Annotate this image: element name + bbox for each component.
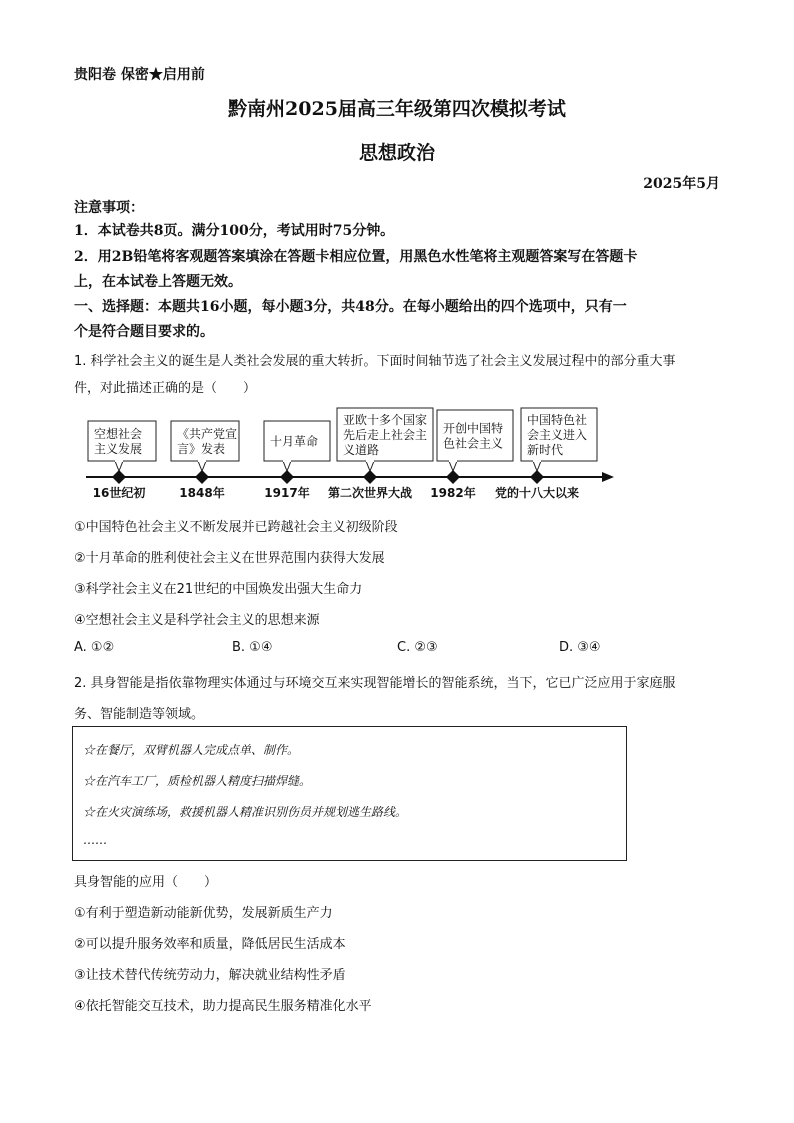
timeline-pointer xyxy=(449,461,457,471)
notes-item-2-line-1: 2．用2B铅笔将客观题答案填涂在答题卡相应位置，用黑色水性笔将主观题答案写在答题卡 xyxy=(74,249,638,265)
notes-heading: 注意事项： xyxy=(74,200,144,216)
q1-option-1: ①中国特色社会主义不断发展并已跨越社会主义初级阶段 xyxy=(74,520,398,535)
q2-material-line-1: ☆在餐厅，双臂机器人完成点单、制作。 xyxy=(83,743,300,757)
timeline-event-text: 会主义进入 xyxy=(527,428,588,442)
notes-item-2-line-2: 上，在本试卷上答题无效。 xyxy=(74,274,242,290)
timeline-event-text: 色社会主义 xyxy=(443,436,504,451)
timeline-marker xyxy=(530,470,544,484)
q2-option-1: ①有利于塑造新动能新优势，发展新质生产力 xyxy=(74,906,333,921)
q1-choice-d: D. ③④ xyxy=(559,640,601,655)
timeline-date-label: 16世纪初 xyxy=(92,486,146,500)
timeline-pointer xyxy=(533,461,541,471)
subject-title: 思想政治 xyxy=(358,142,435,164)
q2-material-line-2: ☆在汽车工厂，质检机器人精度扫描焊缝。 xyxy=(83,774,312,788)
timeline-pointer xyxy=(366,461,374,471)
q2-prompt: 具身智能的应用（ ） xyxy=(74,875,218,890)
q2-option-3: ③让技术替代传统劳动力，解决就业结构性矛盾 xyxy=(74,968,346,983)
timeline-event-text: 言》发表 xyxy=(177,442,226,456)
timeline-pointer xyxy=(115,461,123,471)
timeline-event-text: 《共产党宣 xyxy=(177,427,238,441)
timeline-marker xyxy=(363,470,377,484)
timeline-marker xyxy=(280,470,294,484)
timeline-event-text: 十月革命 xyxy=(270,434,319,449)
notes-item-1: 1．本试卷共8页。满分100分，考试用时75分钟。 xyxy=(74,223,395,239)
q1-option-2: ②十月革命的胜利使社会主义在世界范围内获得大发展 xyxy=(74,551,385,566)
timeline-event-text: 开创中国特 xyxy=(443,421,504,436)
timeline-marker xyxy=(446,470,460,484)
timeline-event-text: 空想社会 xyxy=(94,427,143,441)
timeline-pointer xyxy=(198,461,206,471)
timeline-arrow xyxy=(602,472,614,482)
q2-option-4: ④依托智能交互技术，助力提高民生服务精准化水平 xyxy=(74,999,372,1014)
q1-stem-line-2: 件，对此描述正确的是（ ） xyxy=(74,381,257,396)
q1-choice-b: B. ①④ xyxy=(232,640,273,655)
exam-tag: 贵阳卷 保密★启用前 xyxy=(74,67,205,83)
timeline-marker xyxy=(195,470,209,484)
timeline-date-label: 党的十八大以来 xyxy=(494,486,580,500)
timeline-date-label: 1917年 xyxy=(264,486,310,500)
q2-material-ellipsis: …… xyxy=(83,833,107,847)
q2-material-line-3: ☆在火灾演练场，救援机器人精准识别伤员并规划逃生路线。 xyxy=(83,805,408,819)
timeline-event-box xyxy=(437,410,513,461)
q2-stem-line-2: 务、智能制造等领域。 xyxy=(74,707,205,722)
timeline-date-label: 第二次世界大战 xyxy=(327,486,413,500)
timeline-date-label: 1848年 xyxy=(179,486,225,500)
timeline-event-text: 新时代 xyxy=(527,443,564,457)
q1-choice-c: C. ②③ xyxy=(397,640,438,655)
exam-title: 黔南州2025届高三年级第四次模拟考试 xyxy=(228,98,566,120)
timeline-event-text: 中国特色社 xyxy=(527,413,588,427)
q1-option-4: ④空想社会主义是科学社会主义的思想来源 xyxy=(74,613,320,628)
timeline-date-label: 1982年 xyxy=(430,486,476,500)
q1-choice-a: A. ①② xyxy=(74,640,115,655)
section-heading-line-1: 一、选择题：本题共16小题，每小题3分，共48分。在每小题给出的四个选项中，只有一 xyxy=(74,299,627,315)
timeline-event-text: 义道路 xyxy=(343,443,380,457)
timeline-event-text: 亚欧十多个国家 xyxy=(343,413,428,427)
q2-stem-line-1: 2. 具身智能是指依靠物理实体通过与环境交互来实现智能增长的智能系统，当下，它已广泛应用于家庭服 xyxy=(74,676,676,691)
section-heading-line-2: 个是符合题目要求的。 xyxy=(74,324,214,340)
q1-stem-line-1: 1. 科学社会主义的诞生是人类社会发展的重大转折。下面时间轴节选了社会主义发展过程中的部分重大事 xyxy=(74,354,676,369)
timeline-event-text: 主义发展 xyxy=(94,442,143,456)
q1-option-3: ③科学社会主义在21世纪的中国焕发出强大生命力 xyxy=(74,582,363,597)
q2-material-box xyxy=(72,726,627,861)
timeline-event-text: 先后走上社会主 xyxy=(343,428,428,442)
exam-date: 2025年5月 xyxy=(643,176,720,192)
q2-option-2: ②可以提升服务效率和质量，降低居民生活成本 xyxy=(74,937,346,952)
timeline-marker xyxy=(112,470,126,484)
timeline-pointer xyxy=(283,461,291,471)
